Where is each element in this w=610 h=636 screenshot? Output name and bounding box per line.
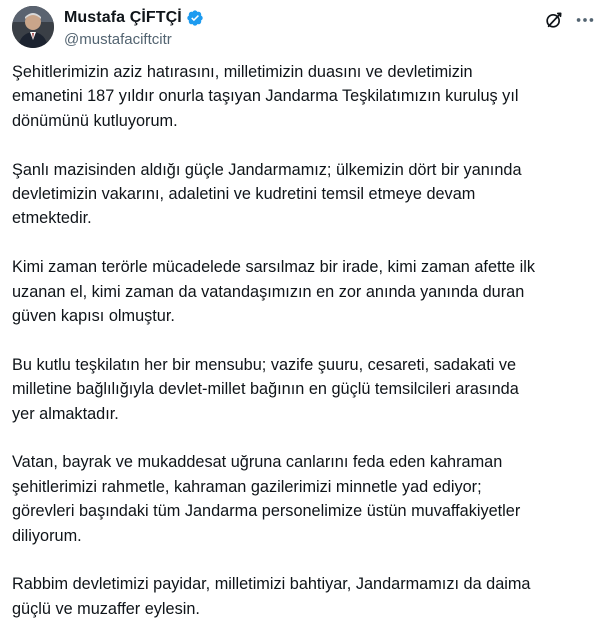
display-name[interactable]: Mustafa ÇİFTÇİ	[64, 9, 182, 26]
tweet-paragraph: Bu kutlu teşkilatın her bir mensubu; vazife şuuru, cesareti, sadakati ve milletine bağlılığıyla devlet-millet bağının en güçlü temsilcileri arasında yer almaktadır.	[12, 355, 519, 423]
avatar-photo	[12, 6, 54, 48]
verified-badge-icon[interactable]	[186, 9, 204, 27]
tweet-text	[12, 60, 602, 621]
display-name-row[interactable]	[64, 8, 204, 28]
grok-icon[interactable]	[544, 10, 564, 30]
tweet-paragraph: Şehitlerimizin aziz hatırasını, milletimizin duasını ve devletimizin emanetini 187 yıldır onurla taşıyan Jandarma Teşkilatımızın kuruluş yıl dönümünü kutluyorum.	[12, 63, 519, 130]
tweet-paragraph: Rabbim devletimizi payidar, milletimizi bahtiyar, Jandarmamızı da daima güçlü ve muzaffer eylesin.	[12, 575, 531, 618]
author-names	[64, 8, 204, 48]
author-handle[interactable]: @mustafaciftcitr	[64, 31, 172, 48]
tweet-paragraph: Kimi zaman terörle mücadelede sarsılmaz bir irade, kimi zaman afette ilk uzanan el, kimi zaman da vatandaşımızın en zor anında yanında duran güven kapısı olmuştur.	[12, 258, 536, 326]
tweet-header	[12, 6, 598, 52]
avatar[interactable]	[12, 6, 54, 48]
tweet-paragraph: Şanlı mazisinden aldığı güçle Jandarmamız; ülkemizin dört bir yanında devletimizin vakarını, adaletini ve kudretini temsil etmeye devam etmektedir.	[12, 160, 522, 228]
more-options-icon[interactable]	[574, 10, 596, 30]
tweet-paragraph: Vatan, bayrak ve mukaddesat uğruna canlarını feda eden kahraman şehitlerimizi rahmetle, kahraman gazilerimizi minnetle yad ediyor; görevleri başındaki tüm Jandarma personelimize üstün muvaffakiyetler diliyorum.	[12, 453, 521, 545]
